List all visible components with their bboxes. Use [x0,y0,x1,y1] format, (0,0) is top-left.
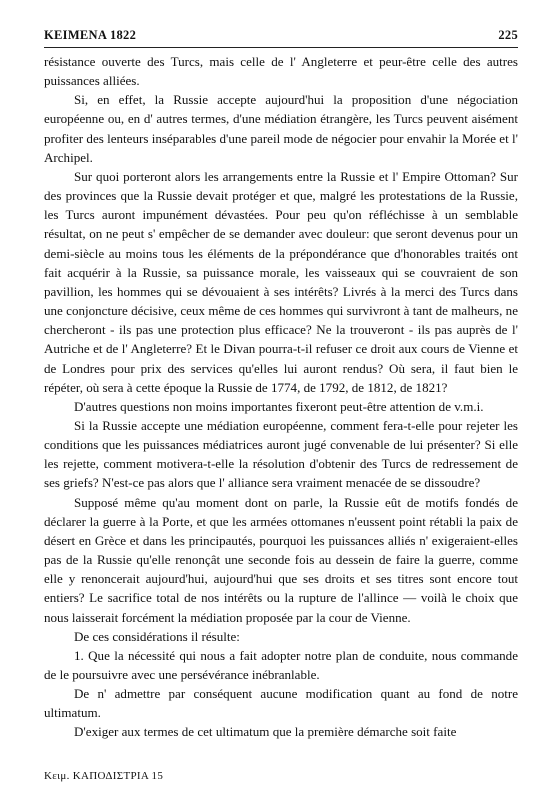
header-title: ΚΕΙΜΕΝΑ 1822 [44,28,137,42]
paragraph-4: D'autres questions non moins importantes fixeront peut-être attention de v.m.i. [74,398,484,414]
body-text [44,52,518,742]
paragraph-6: Supposé même qu'au moment dont on parle, la Russie eût de motifs fondés de déclarer la guerre à la Porte, et que les armées ottomanes n'eussent point rétabli la paix de désert en Grèce et dans les principautés, pourquoi les puissances alliés n' exigeraient-elles pas de la Russie qu'elle renonçât une seconde fois au dessein de faire la guerre, comme elle y renoncerait aujourd'hui, aujourd'hui que ses droits et ses titres sont encore tout entiers? Le sacrifice total de nos intérêts ou la rupture de l'allince — voilà le choix que nous laisserait forcément la médiation proposée par la cour de Vienne. [44,494,518,625]
paragraph-3: Sur quoi porteront alors les arrangements entre la Russie et l' Empire Ottoman? Sur des provinces que la Russie devait protéger et que, malgré les protestations de la Russie, les Turcs auront impunément dévastées. Pour peu qu'on réfléchisse à un semblable résultat, on ne peut s' empêcher de se demander avec douleur: que seront devenus pour un demi-siècle au moins tous les éléments de la prépondérance que d'honorables traités ont fait acquérir à la Russie, sa puissance morale, les vaisseaux qui se couvraient de son pavillion, les hommes qui se dévouaient à ses intérêts? Livrés à la merci des Turcs dans une conjoncture décisive, ceux même de ces hommes qui survivront à tant de malheurs, ne chercheront - ils pas une protection plus efficace? Ne la trouveront - ils pas auprès de l' Autriche et de l' Angleterre? Et le Divan pourra-t-il refuser ce droit aux cours de Vienne et de Londres pour prix des services qu'elles lui auront rendus? Où sera, il faut bien le répéter, où sera à cette époque la Russie de 1774, de 1792, de 1812, de 1821? [44,168,518,395]
paragraph-7: De ces considérations il résulte: [74,628,240,644]
page-number: 225 [498,28,518,42]
paragraph-5: Si la Russie accepte une médiation européenne, comment fera-t-elle pour rejeter les conditions que les puissances médiatrices auront jugé convenable de lui présenter? Si elle les rejette, comment motivera-t-elle la résolution d'obtenir des Turcs de redressement de ses griefs? N'est-ce pas alors que l' alliance sera vraiment menacée de se dissoudre? [44,417,518,491]
paragraph-9: De n' admettre par conséquent aucune modification quant au fond de notre ultimatum. [44,686,518,721]
paragraph-2: Si, en effet, la Russie accepte aujourd'hui la proposition d'une négociation européenne ou, en d' autres termes, d'une médiation étrangère, les Turcs peuvent aisément profiter des lenteurs inséparables d'une pareil mode de négocier pour envahir la Morée et l' Archipel. [44,92,518,165]
paragraph-8: 1. Que la nécessité qui nous a fait adopter notre plan de conduite, nous commande de le poursuivre avec une persévérance inébranlable. [44,647,518,682]
paragraph-1: résistance ouverte des Turcs, mais celle de l' Angleterre et peur-être celle des autres puissances alliées. [44,54,518,89]
header-rule [44,47,518,48]
footer-signature: Κειμ. ΚΑΠΟΔΙΣΤΡΙΑ 15 [44,770,164,782]
paragraph-10: D'exiger aux termes de cet ultimatum que la première démarche soit faite [74,724,457,740]
